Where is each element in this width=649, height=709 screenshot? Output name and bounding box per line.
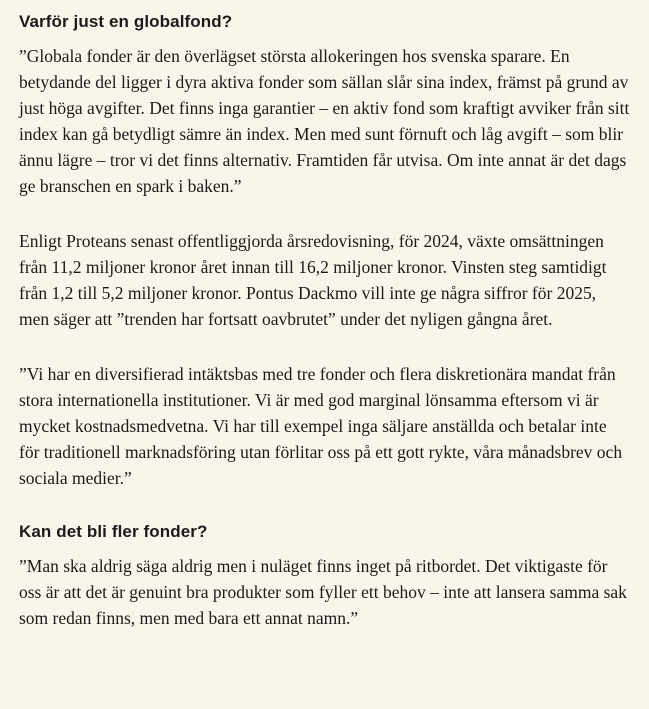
- quote-paragraph-income-base: ”Vi har en diversifierad intäktsbas med tre fonder och flera diskretionära mandat från stora internationella institutioner. Vi är med god marginal lönsamma eftersom vi är mycket kostnadsmedvetna. Vi har till exempel inga säljare anställda och betalar inte för traditionell marknadsföring utan förlitar oss på ett gott rykte, våra månadsbrev och sociala medier.”: [19, 364, 623, 488]
- paragraph-financial-results: Enligt Proteans senast offentliggjorda årsredovisning, för 2024, växte omsättningen från 11,2 miljoner kronor året innan till 16,2 miljoner kronor. Vinsten steg samtidigt från 1,2 till 5,2 miljoner kronor. Pontus Dackmo vill inte ge några siffror för 2025, men säger att ”trenden har fortsatt oavbrutet” under det nyligen gångna året.: [19, 231, 607, 329]
- quote-paragraph-fler-fonder: ”Man ska aldrig säga aldrig men i nuläget finns inget på ritbordet. Det viktigaste för oss är att det är genuint bra produkter som fyller ett behov – inte att lansera samma sak som redan finns, men med bara ett annat namn.”: [19, 556, 627, 628]
- section-heading-fler-fonder: Kan det bli fler fonder?: [19, 522, 208, 541]
- section-heading-globalfond: Varför just en globalfond?: [19, 12, 233, 31]
- quote-paragraph-globalfond: ”Globala fonder är den överlägset största allokeringen hos svenska sparare. En betydande del ligger i dyra aktiva fonder som sällan slår sina index, främst på grund av just höga avgifter. Det finns inga garantier – en aktiv fond som kraftigt avviker från sitt index kan gå betydligt sämre än index. Men med sunt förnuft och låg avgift – som blir ännu lägre – tror vi det finns alternativ. Framtiden får utvisa. Om inte annat är det dags ge branschen en spark i baken.”: [19, 46, 630, 196]
